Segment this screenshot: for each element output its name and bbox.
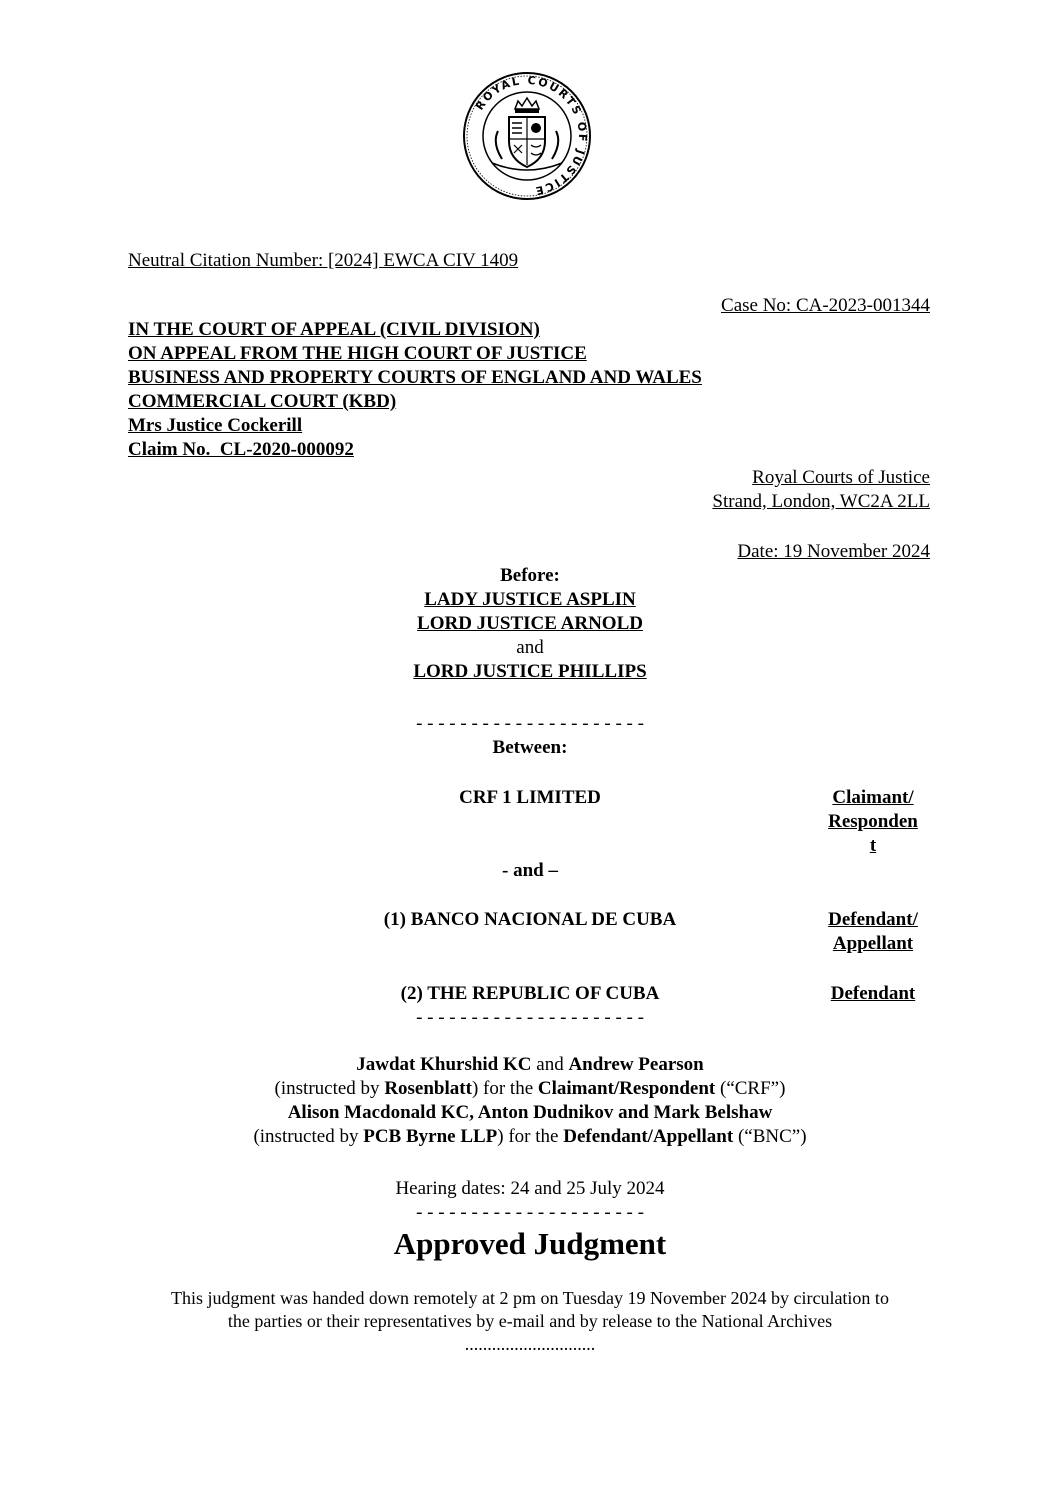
role-line: Appellant (832, 933, 914, 954)
before-label: Before: (500, 565, 560, 586)
address-line: Strand, London, WC2A 2LL (712, 491, 930, 512)
separator-line: - - - - - - - - - - - - - - - - - - - - - (416, 713, 644, 734)
case-number: Case No: CA-2023-001344 (721, 295, 930, 316)
counsel-line (100, 1053, 960, 1077)
neutral-citation: Neutral Citation Number: [2024] EWCA CIV 1409 (128, 250, 519, 271)
hearing-dates (330, 1177, 730, 1225)
court-details (128, 318, 702, 462)
counsel-text: (instructed by (274, 1078, 385, 1099)
party-role: Defendant/Appellant (563, 1126, 734, 1147)
separator-line: - - - - - - - - - - - - - - - - - - - - - (416, 1202, 644, 1223)
role-line: t (869, 835, 877, 856)
counsel-name: Andrew Pearson (568, 1054, 704, 1075)
separator-line: - - - - - - - - - - - - - - - - - - - - - (416, 1007, 644, 1028)
party-claimant-role (812, 786, 934, 858)
counsel-text: (“CRF”) (715, 1078, 786, 1099)
counsel-line (100, 1077, 960, 1101)
party-role: Claimant/Respondent (537, 1078, 716, 1099)
notice-line: This judgment was handed down remotely at 2 pm on Tuesday 19 November 2024 by circulation to (171, 1288, 889, 1308)
solicitor-name: PCB Byrne LLP (363, 1126, 498, 1147)
role-line: Claimant/ (832, 787, 914, 808)
counsel-name: Jawdat Khurshid KC (356, 1054, 532, 1075)
counsel-text: and (531, 1054, 569, 1075)
court-address (712, 466, 930, 514)
document-title: Approved Judgment (393, 1226, 667, 1261)
hearing-text: Hearing dates: 24 and 25 July 2024 (395, 1178, 665, 1199)
between-label: Between: (492, 737, 568, 758)
handed-down-notice (100, 1287, 960, 1356)
counsel-line (100, 1125, 960, 1149)
party-claimant-name: CRF 1 LIMITED (459, 787, 601, 808)
royal-courts-seal-icon (462, 71, 592, 201)
seal-ring-text: ROYAL COURTS OF JUSTICE (472, 73, 590, 198)
counsel-block (100, 1053, 960, 1149)
solicitor-name: Rosenblatt (384, 1078, 472, 1099)
judge-name: LORD JUSTICE PHILLIPS (413, 661, 647, 682)
address-line: Royal Courts of Justice (752, 467, 930, 488)
claim-number: Claim No. CL-2020-000092 (128, 439, 354, 460)
party-defendant2-role: Defendant (830, 983, 916, 1004)
party-defendant1-name: (1) BANCO NACIONAL DE CUBA (383, 909, 677, 930)
and-text: and (516, 637, 544, 658)
notice-line: the parties or their representatives by e-mail and by release to the National Archives (227, 1311, 833, 1331)
counsel-text: ) for the (497, 1126, 564, 1147)
judgment-date: Date: 19 November 2024 (737, 541, 930, 562)
party-defendant1-role (812, 908, 934, 956)
judge-name: LADY JUSTICE ASPLIN (424, 589, 636, 610)
counsel-text: (instructed by (253, 1126, 364, 1147)
and-separator: - and – (502, 860, 558, 881)
court-line: COMMERCIAL COURT (KBD) (128, 391, 397, 412)
judge-name: LORD JUSTICE ARNOLD (417, 613, 643, 634)
court-line: IN THE COURT OF APPEAL (CIVIL DIVISION) (128, 319, 540, 340)
counsel-line: Alison Macdonald KC, Anton Dudnikov and Mark Belshaw (287, 1102, 773, 1123)
court-line: BUSINESS AND PROPERTY COURTS OF ENGLAND AND WALES (128, 367, 702, 388)
counsel-text: ) for the (471, 1078, 538, 1099)
party-defendant2-name: (2) THE REPUBLIC OF CUBA (400, 983, 660, 1004)
court-line: ON APPEAL FROM THE HIGH COURT OF JUSTICE (128, 343, 587, 364)
lower-court-judge: Mrs Justice Cockerill (128, 415, 303, 436)
before-panel (330, 564, 730, 684)
role-line: Defendant/ (828, 909, 918, 930)
counsel-text: (“BNC”) (733, 1126, 807, 1147)
role-line: Responden (828, 811, 918, 832)
dotted-line: ............................. (464, 1334, 596, 1354)
